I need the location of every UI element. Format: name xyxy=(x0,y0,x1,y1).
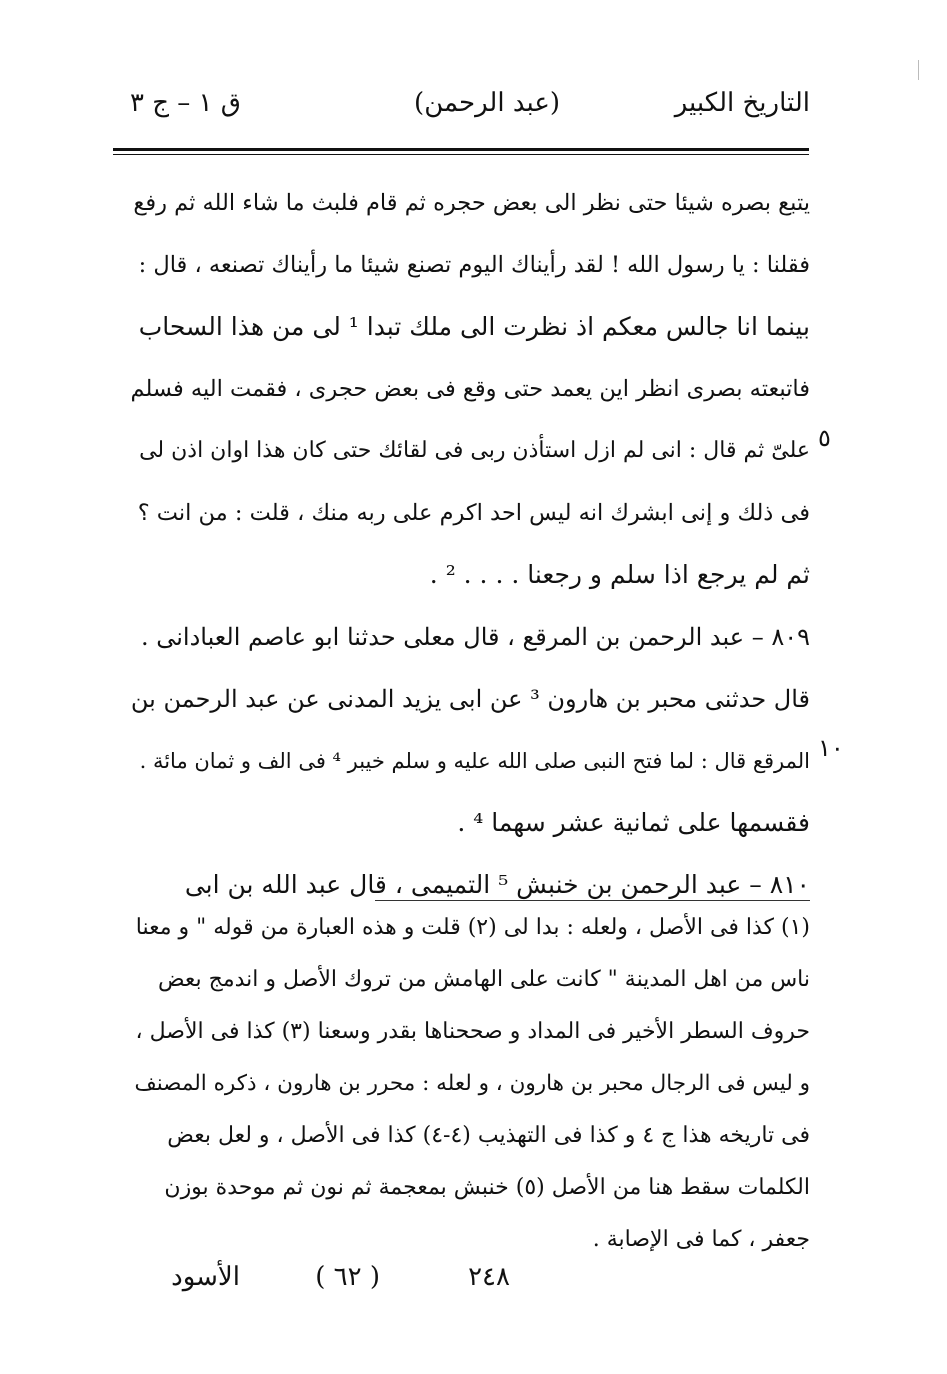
scan-edge-mark xyxy=(918,60,919,80)
volume-indicator: ق ١ – ج ٣ xyxy=(130,88,241,118)
line-number-5: ٥ xyxy=(818,424,831,452)
text-line: فى ذلك و إنى ابشرك انه ليس احد اكرم على ربه منك ، قلت : من انت ؟ xyxy=(137,500,810,526)
text-line: فاتبعته بصرى انظر اين يعمد حتى وقع فى بعض حجرى ، فقمت اليه فسلم xyxy=(130,376,810,402)
footnote-line: جعفر ، كما فى الإصابة . xyxy=(592,1227,810,1252)
text-line: فقلنا : يا رسول الله ! لقد رأيناك اليوم تصنع شيئا ما رأيناك تصنعه ، قال : xyxy=(138,252,810,278)
text-line: بينما انا جالس معكم اذ نظرت الى ملك تبدا ¹ لى من هذا السحاب xyxy=(138,312,810,341)
text-line: يتبع بصره شيئا حتى نظر الى بعض حجره ثم قام فلبث ما شاء الله ثم رفع xyxy=(133,190,810,216)
catchword: الأسود xyxy=(171,1262,240,1292)
text-line: علىّ ثم قال : انى لم ازل استأذن ربى فى لقائك حتى كان هذا اوان اذن لى xyxy=(139,438,810,463)
text-line: ثم لم يرجع اذا سلم و رجعنا . . . . ² . xyxy=(429,560,810,589)
page-footer xyxy=(150,1262,510,1306)
footnote-line: فى تاريخه هذا ج ٤ و كذا فى التهذيب (٤-٤) كذا فى الأصل ، و لعل بعض xyxy=(167,1123,810,1148)
book-title: التاريخ الكبير xyxy=(674,88,810,118)
footnote-line: الكلمات سقط هنا من الأصل (٥) خنبش بمعجمة ثم نون ثم موحدة بوزن xyxy=(164,1175,810,1200)
footnotes xyxy=(128,902,810,1266)
text-line: المرقع قال : لما فتح النبى صلى الله عليه و سلم خيبر ⁴ فى الف و ثمان مائة . xyxy=(139,749,810,773)
footnote-line: (١) كذا فى الأصل ، ولعله : بدا لى (٢) قلت و هذه العبارة من قوله " و معنا xyxy=(135,915,810,940)
signature-mark: ( ٦٢ ) xyxy=(315,1262,380,1292)
footnote-line: حروف السطر الأخير فى المداد و صححناها بقدر وسعنا (٣) كذا فى الأصل ، xyxy=(135,1019,810,1044)
line-number-10: ١٠ xyxy=(818,734,844,762)
main-text xyxy=(128,172,810,916)
header-rule-thick xyxy=(113,148,809,151)
footnote-line: و ليس فى الرجال محبر بن هارون ، و لعله : محرر بن هارون ، ذكره المصنف xyxy=(134,1071,810,1096)
footnote-separator xyxy=(375,900,810,901)
text-line: فقسمها على ثمانية عشر سهما ⁴ . xyxy=(457,808,810,837)
running-header xyxy=(130,88,810,138)
text-line: قال حدثنى محبر بن هارون ³ عن ابى يزيد المدنى عن عبد الرحمن بن xyxy=(130,685,810,713)
section-title: (عبد الرحمن) xyxy=(414,88,560,118)
header-rule-thin xyxy=(113,154,809,155)
text-line: ٨١٠ – عبد الرحمن بن خنبش ⁵ التميمى ، قال عبد الله بن ابى xyxy=(184,870,810,899)
page-number: ٢٤٨ xyxy=(468,1262,510,1292)
text-line: ٨٠٩ – عبد الرحمن بن المرقع ، قال معلى حدثنا ابو عاصم العبادانى . xyxy=(140,623,810,651)
footnote-line: ناس من اهل المدينة " كانت على الهامش من تروك الأصل و اندمج بعض xyxy=(157,967,810,992)
